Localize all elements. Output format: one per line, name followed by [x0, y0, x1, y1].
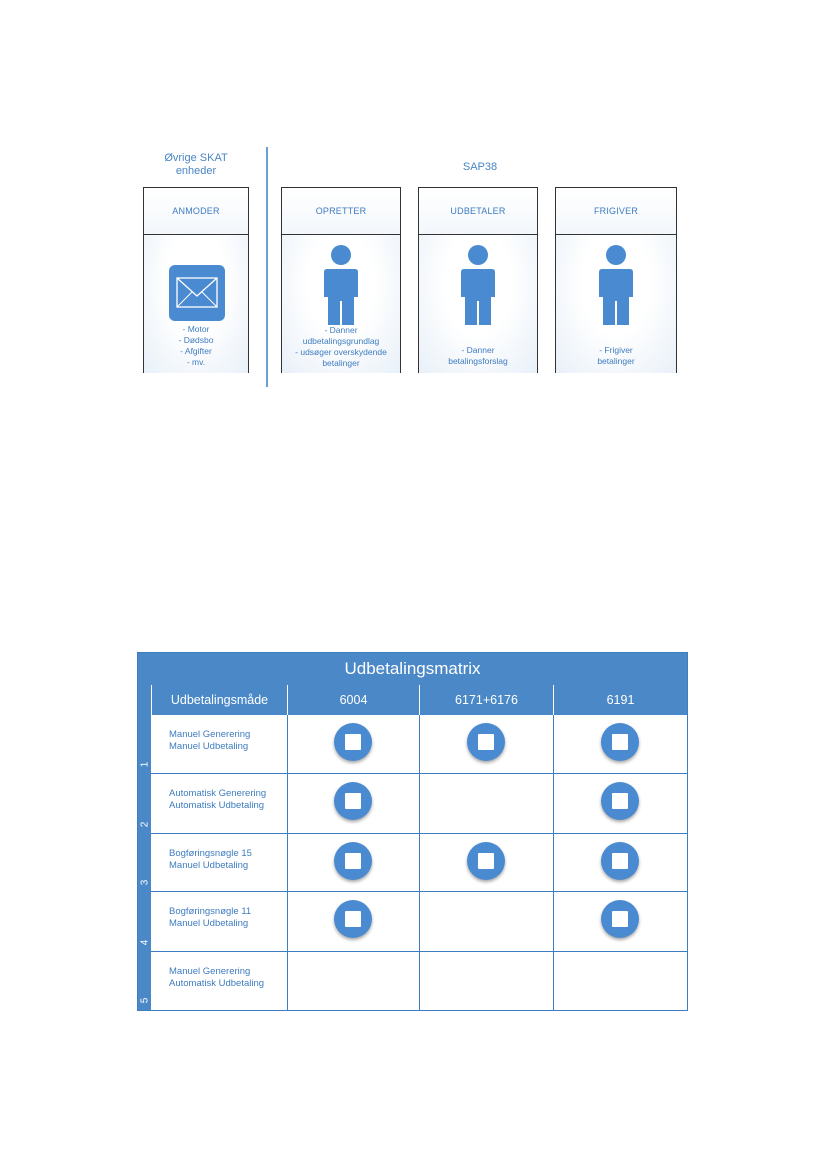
- person-icon: [323, 245, 359, 327]
- mode-label: Bogføringsnøgle 15 Manuel Udbetaling: [169, 848, 252, 871]
- card-description: - Motor - Dødsbo - Afgifter - mv.: [178, 324, 214, 367]
- person-icon: [598, 245, 634, 327]
- square-in-circle-icon: [334, 782, 372, 820]
- header-col-1: 6004: [287, 685, 419, 715]
- card-title: ANMODER: [144, 188, 248, 235]
- square-in-circle-icon: [467, 842, 505, 880]
- card-description: - Frigiver betalinger: [597, 345, 635, 366]
- row-number: 3: [139, 879, 150, 886]
- header-col-2: 6171+6176: [419, 685, 553, 715]
- header-col-3: 6191: [553, 685, 687, 715]
- mode-cell: [151, 892, 288, 952]
- row-number: 1: [139, 761, 150, 768]
- right-group-label: SAP38: [462, 161, 498, 173]
- mark-cell: [553, 774, 687, 834]
- mark-cell: [553, 834, 687, 892]
- square-in-circle-icon: [334, 842, 372, 880]
- mode-label: Bogføringsnøgle 11 Manuel Udbetaling: [169, 906, 252, 929]
- card-title: FRIGIVER: [556, 188, 676, 235]
- matrix-title: Udbetalingsmatrix: [138, 653, 687, 685]
- card-frigiver: [555, 187, 677, 373]
- mode-cell: [151, 774, 288, 834]
- mark-cell: [287, 715, 420, 774]
- mark-cell: [553, 892, 687, 952]
- mark-cell: [287, 774, 420, 834]
- mark-cell: [287, 892, 420, 952]
- mode-cell: [151, 715, 288, 774]
- square-in-circle-icon: [601, 723, 639, 761]
- square-in-circle-icon: [334, 900, 372, 938]
- card-udbetaler: [418, 187, 538, 373]
- card-opretter: [281, 187, 401, 373]
- square-in-circle-icon: [601, 842, 639, 880]
- mark-cell: [419, 834, 554, 892]
- person-icon: [460, 245, 496, 327]
- header-mode: Udbetalingsmåde: [151, 685, 287, 715]
- mark-cell: [553, 952, 687, 1010]
- group-divider: [266, 147, 268, 387]
- mark-cell: [419, 892, 554, 952]
- card-description: - Danner udbetalingsgrundlag - udsøger overskydende betalinger: [295, 325, 387, 368]
- mark-cell: [287, 952, 420, 1010]
- card-title: UDBETALER: [419, 188, 537, 235]
- mode-cell: [151, 952, 288, 1010]
- square-in-circle-icon: [334, 723, 372, 761]
- envelope-icon: [168, 264, 226, 322]
- row-number: 5: [139, 997, 150, 1004]
- udbetalingsmatrix-table: [137, 652, 688, 1011]
- row-number: 2: [139, 821, 150, 828]
- mode-label: Manuel Generering Manuel Udbetaling: [169, 729, 251, 752]
- mark-cell: [553, 715, 687, 774]
- mark-cell: [419, 774, 554, 834]
- mark-cell: [419, 715, 554, 774]
- row-number: 4: [139, 939, 150, 946]
- mark-cell: [287, 834, 420, 892]
- mode-cell: [151, 834, 288, 892]
- square-in-circle-icon: [601, 900, 639, 938]
- mode-label: Manuel Generering Automatisk Udbetaling: [169, 966, 265, 989]
- left-group-label: Øvrige SKAT enheder: [164, 152, 228, 177]
- card-description: - Danner betalingsforslag: [448, 345, 508, 366]
- square-in-circle-icon: [601, 782, 639, 820]
- square-in-circle-icon: [467, 723, 505, 761]
- mode-label: Automatisk Generering Automatisk Udbetaling: [169, 788, 267, 811]
- card-anmoder: [143, 187, 249, 373]
- card-title: OPRETTER: [282, 188, 400, 235]
- mark-cell: [419, 952, 554, 1010]
